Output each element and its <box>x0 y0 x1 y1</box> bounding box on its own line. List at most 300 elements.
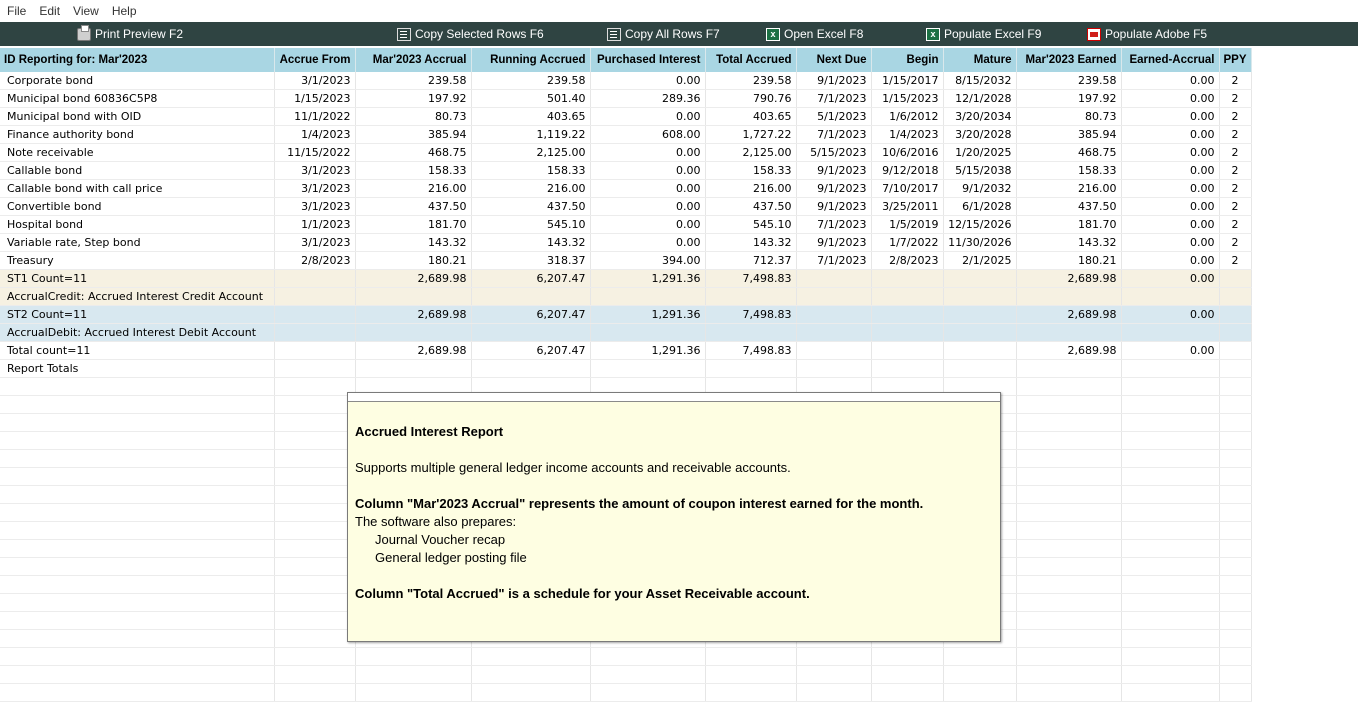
cell-earned-accrual[interactable] <box>1121 648 1219 666</box>
table-row[interactable] <box>0 144 1251 162</box>
cell-accrue-from[interactable] <box>274 630 355 648</box>
cell-running-accrued[interactable]: 403.65 <box>471 108 590 126</box>
cell-ppy[interactable] <box>1219 666 1251 684</box>
table-row[interactable] <box>0 180 1251 198</box>
cell-ppy[interactable]: 2 <box>1219 198 1251 216</box>
cell-month-earned[interactable]: 2,689.98 <box>1016 342 1121 360</box>
cell-month-earned[interactable] <box>1016 360 1121 378</box>
cell-running-accrued[interactable]: 6,207.47 <box>471 270 590 288</box>
cell-accrue-from[interactable] <box>274 612 355 630</box>
table-row[interactable] <box>0 126 1251 144</box>
cell-purchased-interest[interactable] <box>590 360 705 378</box>
cell-next-due[interactable]: 9/1/2023 <box>796 72 871 90</box>
cell-total-accrued[interactable]: 216.00 <box>705 180 796 198</box>
cell-purchased-interest[interactable]: 0.00 <box>590 180 705 198</box>
cell-accrue-from[interactable] <box>274 522 355 540</box>
column-header-ppy[interactable]: PPY <box>1219 48 1251 72</box>
cell-month-earned[interactable] <box>1016 612 1121 630</box>
cell-purchased-interest[interactable]: 1,291.36 <box>590 306 705 324</box>
cell-month-earned[interactable] <box>1016 594 1121 612</box>
cell-ppy[interactable]: 2 <box>1219 252 1251 270</box>
cell-month-accrual[interactable] <box>355 666 471 684</box>
cell-ppy[interactable] <box>1219 414 1251 432</box>
cell-id[interactable] <box>0 630 274 648</box>
table-row[interactable] <box>0 216 1251 234</box>
cell-earned-accrual[interactable]: 0.00 <box>1121 180 1219 198</box>
cell-mature[interactable]: 1/20/2025 <box>943 144 1016 162</box>
cell-accrue-from[interactable] <box>274 360 355 378</box>
cell-id[interactable]: Report Totals <box>0 360 274 378</box>
cell-running-accrued[interactable] <box>471 288 590 306</box>
table-row[interactable] <box>0 198 1251 216</box>
cell-purchased-interest[interactable]: 394.00 <box>590 252 705 270</box>
cell-month-accrual[interactable]: 197.92 <box>355 90 471 108</box>
cell-month-earned[interactable] <box>1016 558 1121 576</box>
cell-earned-accrual[interactable] <box>1121 378 1219 396</box>
cell-purchased-interest[interactable]: 0.00 <box>590 162 705 180</box>
cell-month-accrual[interactable]: 216.00 <box>355 180 471 198</box>
cell-month-earned[interactable] <box>1016 684 1121 702</box>
cell-month-accrual[interactable]: 80.73 <box>355 108 471 126</box>
cell-accrue-from[interactable] <box>274 342 355 360</box>
cell-begin[interactable]: 1/4/2023 <box>871 126 943 144</box>
cell-month-earned[interactable] <box>1016 450 1121 468</box>
cell-accrue-from[interactable]: 1/4/2023 <box>274 126 355 144</box>
empty-row[interactable] <box>0 648 1251 666</box>
cell-begin[interactable]: 9/12/2018 <box>871 162 943 180</box>
cell-next-due[interactable]: 5/1/2023 <box>796 108 871 126</box>
copy-all-rows-button[interactable] <box>607 22 720 46</box>
cell-running-accrued[interactable]: 239.58 <box>471 72 590 90</box>
menu-view[interactable]: View <box>73 4 99 18</box>
cell-total-accrued[interactable]: 2,125.00 <box>705 144 796 162</box>
cell-running-accrued[interactable]: 216.00 <box>471 180 590 198</box>
cell-ppy[interactable] <box>1219 450 1251 468</box>
cell-id[interactable] <box>0 576 274 594</box>
cell-earned-accrual[interactable]: 0.00 <box>1121 252 1219 270</box>
cell-month-accrual[interactable]: 181.70 <box>355 216 471 234</box>
cell-total-accrued[interactable]: 1,727.22 <box>705 126 796 144</box>
cell-ppy[interactable] <box>1219 612 1251 630</box>
cell-earned-accrual[interactable]: 0.00 <box>1121 270 1219 288</box>
cell-accrue-from[interactable]: 3/1/2023 <box>274 162 355 180</box>
cell-next-due[interactable]: 9/1/2023 <box>796 234 871 252</box>
summary-row[interactable] <box>0 342 1251 360</box>
cell-earned-accrual[interactable] <box>1121 504 1219 522</box>
cell-ppy[interactable]: 2 <box>1219 144 1251 162</box>
cell-total-accrued[interactable] <box>705 324 796 342</box>
cell-earned-accrual[interactable]: 0.00 <box>1121 234 1219 252</box>
cell-earned-accrual[interactable] <box>1121 486 1219 504</box>
cell-earned-accrual[interactable] <box>1121 594 1219 612</box>
cell-month-earned[interactable] <box>1016 576 1121 594</box>
cell-earned-accrual[interactable] <box>1121 396 1219 414</box>
cell-earned-accrual[interactable] <box>1121 684 1219 702</box>
cell-ppy[interactable] <box>1219 486 1251 504</box>
menu-edit[interactable]: Edit <box>39 4 61 18</box>
cell-accrue-from[interactable]: 3/1/2023 <box>274 180 355 198</box>
cell-earned-accrual[interactable] <box>1121 468 1219 486</box>
cell-earned-accrual[interactable]: 0.00 <box>1121 162 1219 180</box>
cell-purchased-interest[interactable] <box>590 666 705 684</box>
cell-month-accrual[interactable] <box>355 648 471 666</box>
cell-next-due[interactable] <box>796 360 871 378</box>
cell-id[interactable] <box>0 594 274 612</box>
cell-accrue-from[interactable]: 1/1/2023 <box>274 216 355 234</box>
cell-month-earned[interactable] <box>1016 378 1121 396</box>
cell-total-accrued[interactable]: 545.10 <box>705 216 796 234</box>
cell-id[interactable] <box>0 612 274 630</box>
cell-earned-accrual[interactable] <box>1121 612 1219 630</box>
cell-month-accrual[interactable] <box>355 288 471 306</box>
cell-month-earned[interactable]: 180.21 <box>1016 252 1121 270</box>
cell-total-accrued[interactable]: 790.76 <box>705 90 796 108</box>
cell-id[interactable] <box>0 522 274 540</box>
cell-mature[interactable]: 11/30/2026 <box>943 234 1016 252</box>
cell-id[interactable]: AccrualDebit: Accrued Interest Debit Account <box>0 324 274 342</box>
cell-month-earned[interactable] <box>1016 630 1121 648</box>
cell-mature[interactable]: 6/1/2028 <box>943 198 1016 216</box>
cell-id[interactable] <box>0 414 274 432</box>
cell-month-earned[interactable]: 197.92 <box>1016 90 1121 108</box>
cell-running-accrued[interactable]: 6,207.47 <box>471 306 590 324</box>
cell-month-earned[interactable]: 437.50 <box>1016 198 1121 216</box>
cell-earned-accrual[interactable] <box>1121 558 1219 576</box>
cell-begin[interactable]: 7/10/2017 <box>871 180 943 198</box>
cell-mature[interactable]: 3/20/2028 <box>943 126 1016 144</box>
cell-earned-accrual[interactable]: 0.00 <box>1121 90 1219 108</box>
table-row[interactable] <box>0 252 1251 270</box>
cell-accrue-from[interactable] <box>274 594 355 612</box>
cell-id[interactable] <box>0 648 274 666</box>
cell-running-accrued[interactable]: 545.10 <box>471 216 590 234</box>
print-preview-button[interactable] <box>77 22 183 46</box>
cell-id[interactable]: Variable rate, Step bond <box>0 234 274 252</box>
cell-begin[interactable]: 1/6/2012 <box>871 108 943 126</box>
cell-purchased-interest[interactable]: 1,291.36 <box>590 342 705 360</box>
cell-month-accrual[interactable]: 468.75 <box>355 144 471 162</box>
cell-month-accrual[interactable]: 2,689.98 <box>355 270 471 288</box>
table-row[interactable] <box>0 234 1251 252</box>
cell-purchased-interest[interactable] <box>590 648 705 666</box>
cell-next-due[interactable]: 9/1/2023 <box>796 198 871 216</box>
cell-begin[interactable] <box>871 684 943 702</box>
cell-ppy[interactable] <box>1219 684 1251 702</box>
cell-total-accrued[interactable] <box>705 684 796 702</box>
cell-purchased-interest[interactable] <box>590 684 705 702</box>
cell-purchased-interest[interactable]: 608.00 <box>590 126 705 144</box>
cell-purchased-interest[interactable]: 0.00 <box>590 216 705 234</box>
cell-total-accrued[interactable]: 143.32 <box>705 234 796 252</box>
cell-mature[interactable]: 2/1/2025 <box>943 252 1016 270</box>
cell-accrue-from[interactable]: 2/8/2023 <box>274 252 355 270</box>
cell-id[interactable] <box>0 378 274 396</box>
open-excel-button[interactable] <box>766 22 863 46</box>
cell-earned-accrual[interactable] <box>1121 522 1219 540</box>
cell-id[interactable] <box>0 432 274 450</box>
cell-earned-accrual[interactable]: 0.00 <box>1121 198 1219 216</box>
cell-running-accrued[interactable]: 6,207.47 <box>471 342 590 360</box>
cell-month-accrual[interactable]: 2,689.98 <box>355 342 471 360</box>
cell-earned-accrual[interactable] <box>1121 324 1219 342</box>
cell-mature[interactable] <box>943 342 1016 360</box>
cell-month-earned[interactable] <box>1016 414 1121 432</box>
cell-id[interactable] <box>0 396 274 414</box>
column-header-accrue-from[interactable]: Accrue From <box>274 48 355 72</box>
cell-month-earned[interactable] <box>1016 486 1121 504</box>
column-header-next-due[interactable]: Next Due <box>796 48 871 72</box>
cell-earned-accrual[interactable] <box>1121 630 1219 648</box>
cell-month-earned[interactable]: 216.00 <box>1016 180 1121 198</box>
cell-month-accrual[interactable]: 385.94 <box>355 126 471 144</box>
cell-month-earned[interactable]: 2,689.98 <box>1016 270 1121 288</box>
cell-month-earned[interactable]: 239.58 <box>1016 72 1121 90</box>
cell-ppy[interactable]: 2 <box>1219 72 1251 90</box>
cell-begin[interactable]: 2/8/2023 <box>871 252 943 270</box>
cell-earned-accrual[interactable] <box>1121 666 1219 684</box>
cell-month-earned[interactable] <box>1016 540 1121 558</box>
cell-begin[interactable] <box>871 270 943 288</box>
cell-earned-accrual[interactable]: 0.00 <box>1121 342 1219 360</box>
cell-id[interactable]: Note receivable <box>0 144 274 162</box>
cell-id[interactable]: Finance authority bond <box>0 126 274 144</box>
cell-id[interactable] <box>0 468 274 486</box>
cell-accrue-from[interactable] <box>274 288 355 306</box>
cell-total-accrued[interactable] <box>705 648 796 666</box>
cell-accrue-from[interactable] <box>274 576 355 594</box>
cell-mature[interactable] <box>943 324 1016 342</box>
column-header-month-earned[interactable]: Mar'2023 Earned <box>1016 48 1121 72</box>
column-header-earned-accrual[interactable]: Earned-Accrual <box>1121 48 1219 72</box>
cell-earned-accrual[interactable]: 0.00 <box>1121 126 1219 144</box>
cell-begin[interactable] <box>871 288 943 306</box>
cell-begin[interactable] <box>871 306 943 324</box>
cell-total-accrued[interactable]: 7,498.83 <box>705 342 796 360</box>
cell-month-earned[interactable] <box>1016 504 1121 522</box>
cell-month-earned[interactable]: 468.75 <box>1016 144 1121 162</box>
cell-month-earned[interactable]: 2,689.98 <box>1016 306 1121 324</box>
cell-accrue-from[interactable] <box>274 684 355 702</box>
cell-next-due[interactable] <box>796 270 871 288</box>
cell-month-accrual[interactable] <box>355 324 471 342</box>
cell-next-due[interactable] <box>796 342 871 360</box>
cell-total-accrued[interactable]: 712.37 <box>705 252 796 270</box>
cell-earned-accrual[interactable] <box>1121 414 1219 432</box>
cell-mature[interactable]: 9/1/2032 <box>943 180 1016 198</box>
cell-begin[interactable]: 10/6/2016 <box>871 144 943 162</box>
summary-row[interactable] <box>0 306 1251 324</box>
cell-next-due[interactable] <box>796 324 871 342</box>
cell-month-accrual[interactable] <box>355 360 471 378</box>
cell-month-earned[interactable] <box>1016 324 1121 342</box>
cell-begin[interactable] <box>871 324 943 342</box>
cell-id[interactable]: Municipal bond with OID <box>0 108 274 126</box>
cell-month-earned[interactable]: 143.32 <box>1016 234 1121 252</box>
cell-month-accrual[interactable]: 239.58 <box>355 72 471 90</box>
cell-purchased-interest[interactable]: 289.36 <box>590 90 705 108</box>
cell-ppy[interactable] <box>1219 558 1251 576</box>
cell-next-due[interactable] <box>796 288 871 306</box>
cell-id[interactable]: Corporate bond <box>0 72 274 90</box>
cell-next-due[interactable]: 7/1/2023 <box>796 90 871 108</box>
cell-begin[interactable]: 3/25/2011 <box>871 198 943 216</box>
cell-id[interactable] <box>0 558 274 576</box>
table-row[interactable] <box>0 108 1251 126</box>
cell-month-accrual[interactable]: 158.33 <box>355 162 471 180</box>
cell-accrue-from[interactable]: 3/1/2023 <box>274 234 355 252</box>
cell-accrue-from[interactable]: 11/15/2022 <box>274 144 355 162</box>
menu-help[interactable]: Help <box>111 4 137 18</box>
cell-earned-accrual[interactable] <box>1121 540 1219 558</box>
cell-running-accrued[interactable] <box>471 360 590 378</box>
cell-id[interactable] <box>0 684 274 702</box>
cell-accrue-from[interactable] <box>274 450 355 468</box>
cell-ppy[interactable] <box>1219 378 1251 396</box>
cell-purchased-interest[interactable] <box>590 324 705 342</box>
cell-ppy[interactable] <box>1219 504 1251 522</box>
cell-total-accrued[interactable] <box>705 666 796 684</box>
cell-mature[interactable]: 5/15/2038 <box>943 162 1016 180</box>
summary-row[interactable] <box>0 270 1251 288</box>
cell-id[interactable]: Hospital bond <box>0 216 274 234</box>
cell-ppy[interactable] <box>1219 396 1251 414</box>
cell-mature[interactable] <box>943 360 1016 378</box>
cell-id[interactable]: Municipal bond 60836C5P8 <box>0 90 274 108</box>
populate-excel-button[interactable] <box>926 22 1041 46</box>
cell-ppy[interactable] <box>1219 522 1251 540</box>
cell-id[interactable]: AccrualCredit: Accrued Interest Credit Account <box>0 288 274 306</box>
cell-purchased-interest[interactable]: 0.00 <box>590 72 705 90</box>
cell-ppy[interactable] <box>1219 432 1251 450</box>
summary-row[interactable] <box>0 324 1251 342</box>
cell-mature[interactable]: 3/20/2034 <box>943 108 1016 126</box>
cell-accrue-from[interactable] <box>274 306 355 324</box>
cell-running-accrued[interactable]: 2,125.00 <box>471 144 590 162</box>
cell-earned-accrual[interactable]: 0.00 <box>1121 306 1219 324</box>
cell-ppy[interactable]: 2 <box>1219 108 1251 126</box>
cell-next-due[interactable]: 7/1/2023 <box>796 216 871 234</box>
cell-ppy[interactable] <box>1219 540 1251 558</box>
cell-month-earned[interactable] <box>1016 648 1121 666</box>
cell-begin[interactable]: 1/5/2019 <box>871 216 943 234</box>
cell-month-earned[interactable]: 181.70 <box>1016 216 1121 234</box>
cell-accrue-from[interactable] <box>274 396 355 414</box>
cell-accrue-from[interactable] <box>274 504 355 522</box>
cell-total-accrued[interactable]: 437.50 <box>705 198 796 216</box>
cell-begin[interactable] <box>871 360 943 378</box>
column-header-purchased-interest[interactable]: Purchased Interest <box>590 48 705 72</box>
cell-ppy[interactable] <box>1219 306 1251 324</box>
cell-id[interactable]: Callable bond <box>0 162 274 180</box>
cell-month-earned[interactable] <box>1016 396 1121 414</box>
cell-purchased-interest[interactable]: 0.00 <box>590 198 705 216</box>
cell-ppy[interactable]: 2 <box>1219 162 1251 180</box>
cell-accrue-from[interactable] <box>274 648 355 666</box>
cell-ppy[interactable]: 2 <box>1219 180 1251 198</box>
cell-running-accrued[interactable]: 143.32 <box>471 234 590 252</box>
cell-begin[interactable] <box>871 648 943 666</box>
cell-id[interactable]: ST1 Count=11 <box>0 270 274 288</box>
column-header-begin[interactable]: Begin <box>871 48 943 72</box>
cell-begin[interactable]: 1/7/2022 <box>871 234 943 252</box>
cell-running-accrued[interactable] <box>471 666 590 684</box>
cell-purchased-interest[interactable]: 0.00 <box>590 234 705 252</box>
cell-id[interactable] <box>0 486 274 504</box>
cell-month-earned[interactable]: 158.33 <box>1016 162 1121 180</box>
cell-ppy[interactable] <box>1219 594 1251 612</box>
cell-earned-accrual[interactable] <box>1121 450 1219 468</box>
cell-purchased-interest[interactable]: 0.00 <box>590 144 705 162</box>
cell-month-accrual[interactable]: 180.21 <box>355 252 471 270</box>
cell-earned-accrual[interactable]: 0.00 <box>1121 144 1219 162</box>
cell-month-accrual[interactable]: 437.50 <box>355 198 471 216</box>
cell-mature[interactable] <box>943 684 1016 702</box>
cell-id[interactable] <box>0 450 274 468</box>
cell-accrue-from[interactable] <box>274 324 355 342</box>
cell-ppy[interactable] <box>1219 288 1251 306</box>
cell-begin[interactable]: 1/15/2023 <box>871 90 943 108</box>
cell-month-accrual[interactable]: 2,689.98 <box>355 306 471 324</box>
cell-ppy[interactable] <box>1219 360 1251 378</box>
cell-accrue-from[interactable]: 1/15/2023 <box>274 90 355 108</box>
cell-next-due[interactable] <box>796 306 871 324</box>
cell-earned-accrual[interactable] <box>1121 576 1219 594</box>
column-header-month-accrual[interactable]: Mar'2023 Accrual <box>355 48 471 72</box>
cell-id[interactable]: Callable bond with call price <box>0 180 274 198</box>
column-header-mature[interactable]: Mature <box>943 48 1016 72</box>
column-header-id[interactable]: ID Reporting for: Mar'2023 <box>0 48 274 72</box>
cell-purchased-interest[interactable] <box>590 288 705 306</box>
cell-next-due[interactable] <box>796 648 871 666</box>
cell-ppy[interactable] <box>1219 468 1251 486</box>
column-header-total-accrued[interactable]: Total Accrued <box>705 48 796 72</box>
cell-id[interactable]: ST2 Count=11 <box>0 306 274 324</box>
cell-month-accrual[interactable]: 143.32 <box>355 234 471 252</box>
cell-next-due[interactable]: 7/1/2023 <box>796 126 871 144</box>
cell-id[interactable]: Convertible bond <box>0 198 274 216</box>
cell-running-accrued[interactable] <box>471 324 590 342</box>
cell-purchased-interest[interactable]: 1,291.36 <box>590 270 705 288</box>
menu-file[interactable]: File <box>7 4 27 18</box>
column-header-running-accrued[interactable]: Running Accrued <box>471 48 590 72</box>
cell-total-accrued[interactable] <box>705 288 796 306</box>
cell-next-due[interactable]: 9/1/2023 <box>796 180 871 198</box>
cell-month-earned[interactable] <box>1016 522 1121 540</box>
cell-ppy[interactable] <box>1219 342 1251 360</box>
summary-row[interactable] <box>0 288 1251 306</box>
cell-accrue-from[interactable] <box>274 270 355 288</box>
cell-total-accrued[interactable]: 7,498.83 <box>705 306 796 324</box>
cell-ppy[interactable]: 2 <box>1219 216 1251 234</box>
cell-purchased-interest[interactable]: 0.00 <box>590 108 705 126</box>
cell-total-accrued[interactable]: 7,498.83 <box>705 270 796 288</box>
cell-id[interactable]: Total count=11 <box>0 342 274 360</box>
cell-earned-accrual[interactable] <box>1121 432 1219 450</box>
cell-total-accrued[interactable]: 239.58 <box>705 72 796 90</box>
cell-ppy[interactable]: 2 <box>1219 90 1251 108</box>
cell-accrue-from[interactable] <box>274 414 355 432</box>
table-row[interactable] <box>0 72 1251 90</box>
cell-mature[interactable]: 8/15/2032 <box>943 72 1016 90</box>
cell-accrue-from[interactable] <box>274 486 355 504</box>
cell-begin[interactable] <box>871 666 943 684</box>
cell-ppy[interactable]: 2 <box>1219 126 1251 144</box>
cell-total-accrued[interactable] <box>705 360 796 378</box>
cell-mature[interactable]: 12/1/2028 <box>943 90 1016 108</box>
table-row[interactable] <box>0 90 1251 108</box>
cell-running-accrued[interactable]: 437.50 <box>471 198 590 216</box>
cell-mature[interactable] <box>943 288 1016 306</box>
